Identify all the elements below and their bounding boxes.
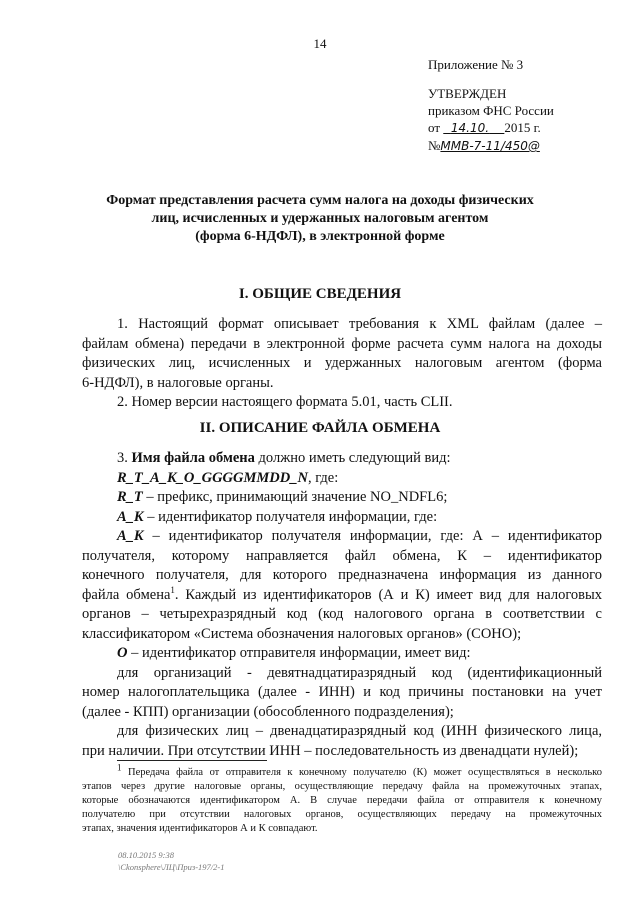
section-1-paragraph-1: 1. Настоящий формат описывает требования к XML файлам (далее – файлам обмена) передачи в электронной форме расчета сумм налога на доходы физических лиц, исчисленных и удержанных налоговым агентом (форма 6-НДФЛ), в налоговые органы. [82, 316, 602, 391]
order-date [428, 119, 554, 137]
footnote-separator [117, 760, 267, 761]
title-line: Формат представления расчета сумм налога на доходы физических [106, 193, 534, 208]
title-line: лиц, исчисленных и удержанных налоговым агентом [151, 211, 489, 226]
document-title [60, 192, 580, 246]
section-2-body [82, 449, 602, 761]
handwritten-number: ММВ-7-11/450@ [440, 139, 540, 153]
footnote-line: этапов через другие налоговые органы, осуществляющие передачу файла на промежуточных этапах, [82, 781, 602, 792]
org-line: для организаций - девятнадцатиразрядный код (идентификационный [117, 664, 602, 681]
footnote-line: получателю при отсутствии налоговых органов, осуществляющих передачу на промежуточных [82, 809, 602, 820]
file-name-pattern: R_T_A_K_O_GGGGMMDD_N, где: [117, 469, 339, 486]
title-line: (форма 6-НДФЛ), в электронной форме [195, 229, 445, 244]
ak-detail-line: конечного получателя, для которого предназначена информация из данного [82, 567, 602, 583]
item-3-line: 3. Имя файла обмена должно иметь следующий вид: [117, 450, 451, 466]
section-1-heading: I. ОБЩИЕ СВЕДЕНИЯ [238, 286, 402, 302]
date-prefix: от [428, 120, 441, 135]
ak-detail-line: органов – четырехразрядный код (код налогового органа в соответствии с [82, 606, 602, 622]
number-prefix: № [428, 138, 441, 153]
individual-line: при наличии. При отсутствии ИНН – последовательность из двенадцати нулей); [82, 742, 579, 759]
ak-definition: A_K – идентификатор получателя информации, где: [117, 508, 438, 525]
page-number: 14 [313, 36, 327, 51]
handwritten-date: 14.10. [450, 121, 490, 135]
ak-detail-line: файла обмена$^1$. Каждый из идентификаторов (А и К) имеет вид для налоговых [82, 584, 602, 603]
footnote-line: которые обозначаются идентификатором А. В случае передачи файла от отправителя к конечному [82, 795, 602, 806]
order-number [428, 137, 554, 155]
org-line: (далее - КПП) организации (обособленного подразделения); [82, 703, 454, 720]
individual-line: для физических лиц – двенадцатиразрядный код (ИНН физического лица, [117, 723, 602, 739]
approval-block [428, 56, 554, 155]
ak-detail-line: получателя, которому направляется файл обмена, К – идентификатор [82, 547, 602, 564]
rt-definition: R_T – префикс, принимающий значение NO_NDFL6; [117, 489, 448, 505]
date-suffix: 2015 г. [504, 120, 541, 135]
print-stamp-path: \Ckonsphere\ЛЦ\Приз-197/2-1 [118, 862, 225, 872]
order-label: приказом ФНС России [428, 103, 554, 118]
org-line: номер налогоплательщика (далее - ИНН) и код причины постановки на учет [82, 684, 602, 700]
footnote-line: этапах, значения идентификаторов А и К совпадают. [82, 823, 318, 834]
ak-detail-line: A_K – идентификатор получателя информации, где: А – идентификатор [117, 528, 603, 544]
ak-detail-line: классификатором «Система обозначения налоговых органов» (СОНО); [82, 625, 522, 642]
footnote [82, 762, 603, 836]
appendix-label: Приложение № 3 [428, 57, 524, 72]
approved-label: УТВЕРЖДЕН [428, 86, 507, 101]
footnote-line: $^1$ Передача файла от отправителя к конечному получателю (К) может осуществляться в несколько [117, 762, 603, 778]
section-1-paragraph-2: 2. Номер версии настоящего формата 5.01, часть CLII. [117, 394, 453, 410]
o-definition: O – идентификатор отправителя информации, имеет вид: [117, 645, 471, 661]
print-stamp-date: 08.10.2015 9:38 [118, 850, 174, 860]
section-2-heading: II. ОПИСАНИЕ ФАЙЛА ОБМЕНА [199, 420, 441, 436]
footnote-ref: 1 [170, 584, 175, 595]
